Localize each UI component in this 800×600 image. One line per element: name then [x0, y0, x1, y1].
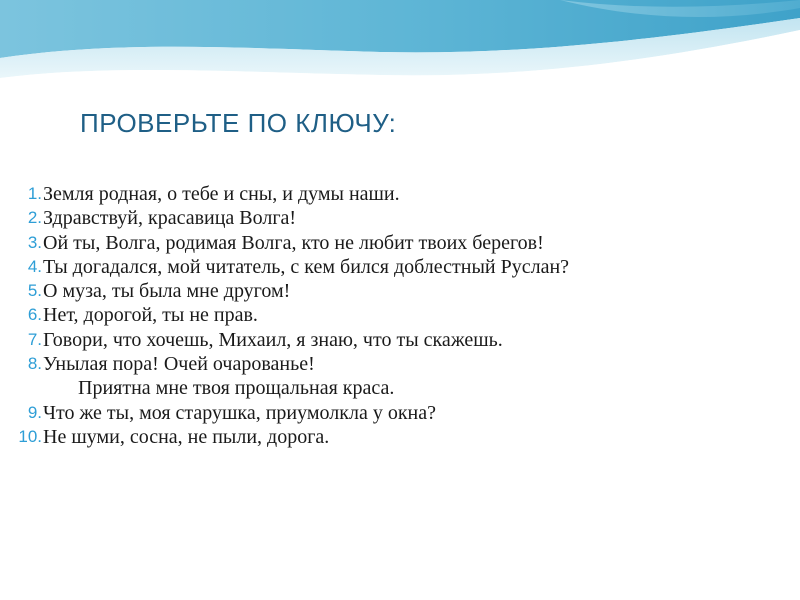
item-text: Что же ты, моя старушка, приумолкла у окна?: [43, 401, 436, 424]
item-number: 5.: [27, 281, 42, 301]
item-text: Здравствуй, красавица Волга!: [43, 207, 297, 230]
list-item: [0, 182, 800, 206]
list-item: [0, 303, 800, 327]
list-item: [0, 279, 800, 303]
item-text: Ой ты, Волга, родимая Волга, кто не любит твоих берегов!: [43, 231, 544, 254]
item-text: Нет, дорогой, ты не прав.: [43, 304, 258, 327]
item-text: Земля родная, о тебе и сны, и думы наши.: [43, 183, 400, 205]
list-item: [0, 425, 800, 449]
answer-list: [0, 182, 800, 449]
item-number: 3.: [27, 232, 42, 252]
item-text: О муза, ты была мне другом!: [43, 280, 291, 303]
item-number: 4.: [27, 256, 42, 276]
item-number: 7.: [27, 329, 42, 349]
list-item: [0, 255, 800, 279]
item-text: Унылая пора! Очей очарованье!: [43, 353, 315, 376]
item-text: Говори, что хочешь, Михаил, я знаю, что ты скажешь.: [43, 328, 503, 351]
list-item: [0, 206, 800, 230]
item-number: 8.: [27, 354, 42, 374]
list-item: [0, 328, 800, 352]
item-text: Ты догадался, мой читатель, с кем бился доблестный Руслан?: [43, 255, 570, 278]
item-text: Не шуми, сосна, не пыли, дорога.: [43, 425, 330, 448]
slide-title: ПРОВЕРЬТЕ ПО КЛЮЧУ:: [80, 108, 397, 138]
list-item: [0, 231, 800, 255]
header-wave-decoration: [0, 0, 800, 100]
item-number: 2.: [27, 208, 42, 228]
list-item-continuation: [0, 376, 800, 400]
item-text: Приятна мне твоя прощальная краса.: [78, 377, 395, 400]
item-number: 10.: [18, 426, 42, 446]
item-number: 6.: [27, 305, 42, 325]
item-number: 9.: [27, 402, 42, 422]
list-item: [0, 401, 800, 425]
list-item: [0, 352, 800, 376]
item-number: 1.: [27, 184, 42, 203]
